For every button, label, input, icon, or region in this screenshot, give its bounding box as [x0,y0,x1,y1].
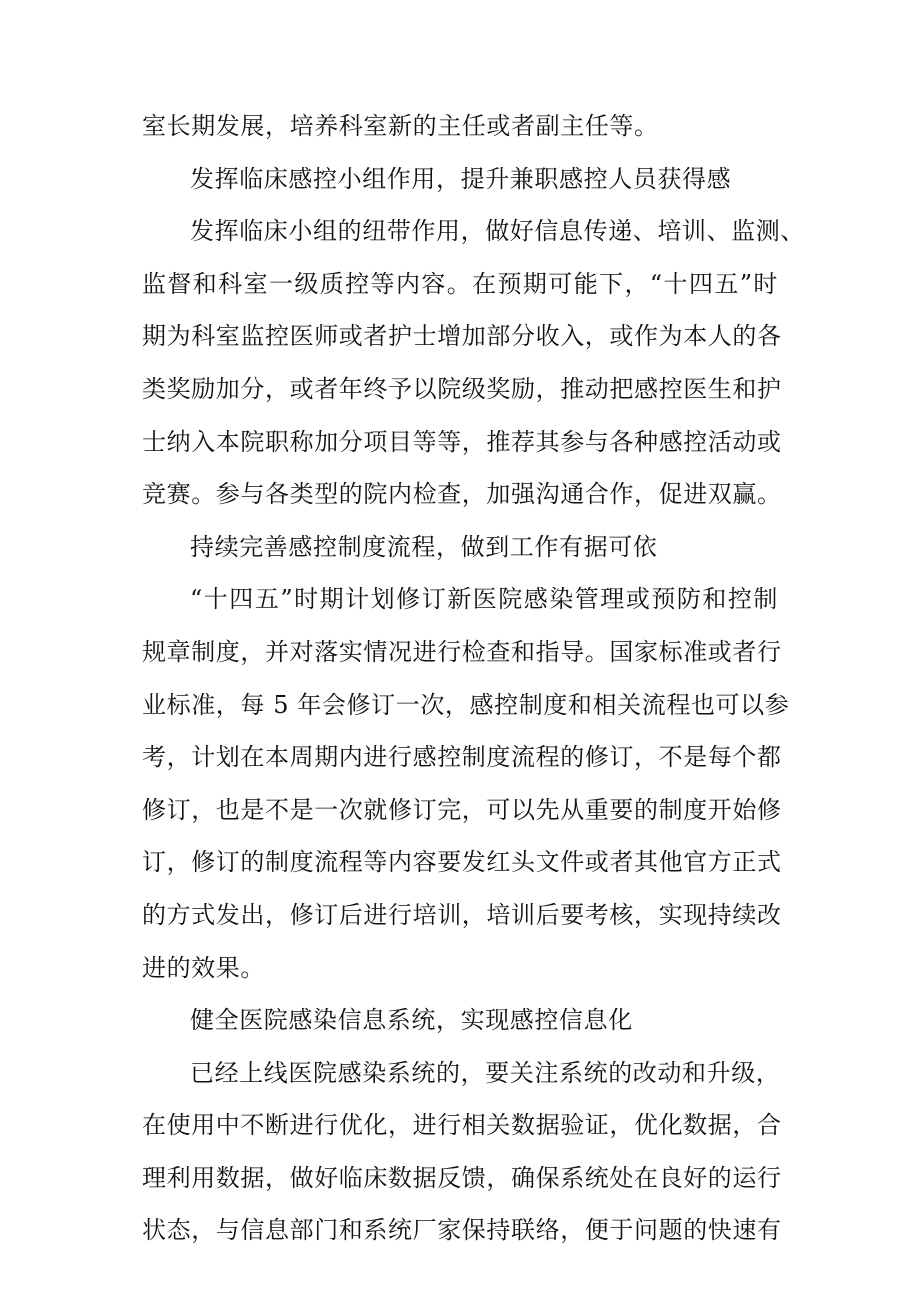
text-line: 在使用中不断进行优化，进行相关数据验证，优化数据，合 [142,1111,782,1140]
text-line: 类奖励加分，或者年终予以院级奖励，推动把感控医生和护 [142,374,782,403]
text-line: 进的效果。 [142,953,265,982]
text-line: 订，修订的制度流程等内容要发红头文件或者其他官方正式 [142,848,782,877]
text-line: 状态，与信息部门和系统厂家保持联络，便于问题的快速有 [142,1216,782,1245]
text-line: 已经上线医院感染系统的，要关注系统的改动和升级， [190,1058,781,1087]
text-line: “十四五”时期计划修订新医院感染管理或预防和控制 [190,585,778,614]
text-line: 理利用数据，做好临床数据反馈，确保系统处在良好的运行 [142,1163,782,1192]
text-line: 室长期发展，培养科室新的主任或者副主任等。 [142,112,659,140]
text-line: 规章制度，并对落实情况进行检查和指导。国家标准或者行 [142,637,782,666]
text-line: 健全医院感染信息系统，实现感控信息化 [190,1006,633,1035]
text-line: 发挥临床感控小组作用，提升兼职感控人员获得感 [190,164,732,193]
text-line: 士纳入本院职称加分项目等等，推荐其参与各种感控活动或 [142,427,782,456]
text-line: 的方式发出，修订后进行培训，培训后要考核，实现持续改 [142,900,782,929]
text-line: 发挥临床小组的纽带作用，做好信息传递、培训、监测、 [190,217,805,246]
text-line: 修订，也是不是一次就修订完，可以先从重要的制度开始修 [142,795,782,824]
text-line: 竞赛。参与各类型的院内检查，加强沟通合作，促进双赢。 [142,480,782,509]
text-line: 监督和科室一级质控等内容。在预期可能下，“十四五”时 [142,269,778,298]
text-line: 持续完善感控制度流程，做到工作有据可依 [190,532,658,561]
text-line: 考，计划在本周期内进行感控制度流程的修订，不是每个都 [142,743,782,772]
document-body [142,100,805,1257]
text-line: 业标准，每 5 年会修订一次，感控制度和相关流程也可以参 [142,690,790,719]
text-line: 期为科室监控医师或者护士增加部分收入，或作为本人的各 [142,322,782,351]
